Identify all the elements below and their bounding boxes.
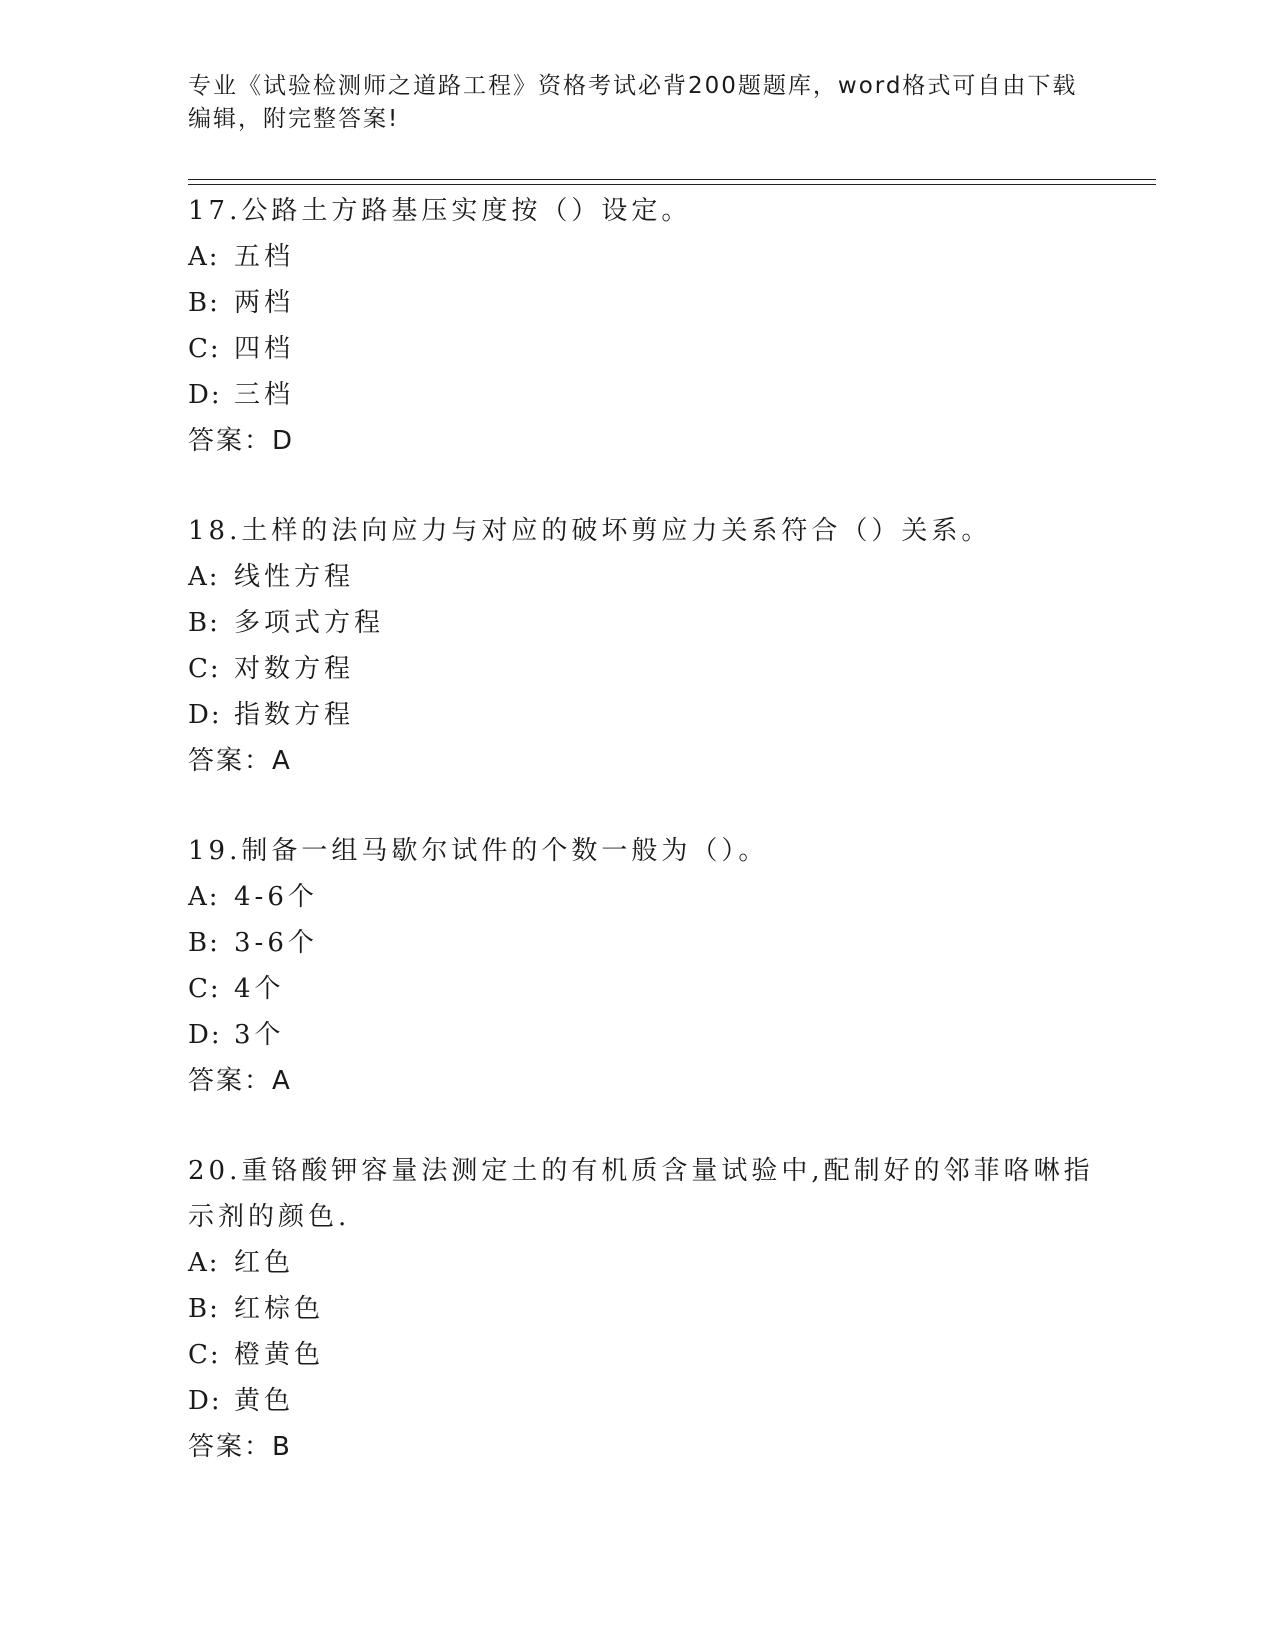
option-text: 4个 (234, 974, 285, 1004)
answer-line: 答案：B (188, 1432, 292, 1462)
option-text: 对数方程 (234, 654, 355, 684)
header-divider-top (188, 179, 1156, 180)
option-letter: D: (188, 1020, 222, 1050)
option-letter: C: (188, 974, 221, 1004)
option-text: 多项式方程 (234, 608, 385, 638)
option-a (188, 874, 1088, 920)
option-text: 线性方程 (234, 562, 355, 592)
option-text: 三档 (234, 380, 295, 410)
option-d (188, 372, 1088, 418)
option-text: 五档 (234, 242, 295, 272)
option-letter: C: (188, 334, 221, 364)
question-stem: 18.土样的法向应力与对应的破坏剪应力关系符合（）关系。 (188, 516, 992, 546)
option-b (188, 600, 1088, 646)
header-divider-bottom (188, 184, 1156, 185)
option-text: 指数方程 (234, 700, 355, 730)
option-letter: D: (188, 380, 222, 410)
option-letter: C: (188, 654, 221, 684)
option-letter: A: (188, 1248, 220, 1278)
option-text: 橙黄色 (234, 1340, 325, 1370)
option-letter: B: (188, 1294, 220, 1324)
answer-line: 答案：D (188, 426, 295, 456)
option-text: 四档 (234, 334, 295, 364)
option-d (188, 692, 1088, 738)
question-18 (188, 508, 1088, 784)
option-letter: B: (188, 608, 220, 638)
question-19 (188, 828, 1088, 1104)
option-b (188, 1286, 1088, 1332)
option-text: 4-6个 (234, 882, 318, 912)
option-letter: D: (188, 700, 222, 730)
question-stem: 17.公路土方路基压实度按（）设定。 (188, 196, 692, 226)
option-c (188, 326, 1088, 372)
question-20 (188, 1148, 1094, 1470)
question-17 (188, 188, 1088, 464)
question-stem: 20.重铬酸钾容量法测定土的有机质含量试验中,配制好的邻菲咯啉指 (188, 1156, 1094, 1186)
answer-line: 答案：A (188, 1066, 292, 1096)
option-letter: D: (188, 1386, 222, 1416)
option-text: 红色 (234, 1248, 295, 1278)
header-line-2: 编辑，附完整答案! (188, 106, 400, 132)
question-stem: 19.制备一组马歇尔试件的个数一般为（）。 (188, 836, 769, 866)
document-header (188, 70, 1088, 136)
header-line-1: 专业《试验检测师之道路工程》资格考试必背200题题库，word格式可自由下载 (188, 73, 1078, 99)
option-b (188, 280, 1088, 326)
option-text: 两档 (234, 288, 295, 318)
option-letter: A: (188, 562, 220, 592)
option-a (188, 1240, 1088, 1286)
option-c (188, 646, 1088, 692)
option-c (188, 966, 1088, 1012)
option-letter: B: (188, 288, 220, 318)
answer-line: 答案：A (188, 746, 292, 776)
option-d (188, 1012, 1088, 1058)
option-text: 3个 (234, 1020, 285, 1050)
option-letter: C: (188, 1340, 221, 1370)
question-stem-continued: 示剂的颜色. (188, 1202, 351, 1232)
option-b (188, 920, 1088, 966)
option-d (188, 1378, 1088, 1424)
option-text: 红棕色 (234, 1294, 325, 1324)
option-text: 3-6个 (234, 928, 318, 958)
option-a (188, 554, 1088, 600)
option-letter: B: (188, 928, 220, 958)
option-text: 黄色 (234, 1386, 295, 1416)
option-a (188, 234, 1088, 280)
option-letter: A: (188, 242, 220, 272)
option-c (188, 1332, 1088, 1378)
option-letter: A: (188, 882, 220, 912)
